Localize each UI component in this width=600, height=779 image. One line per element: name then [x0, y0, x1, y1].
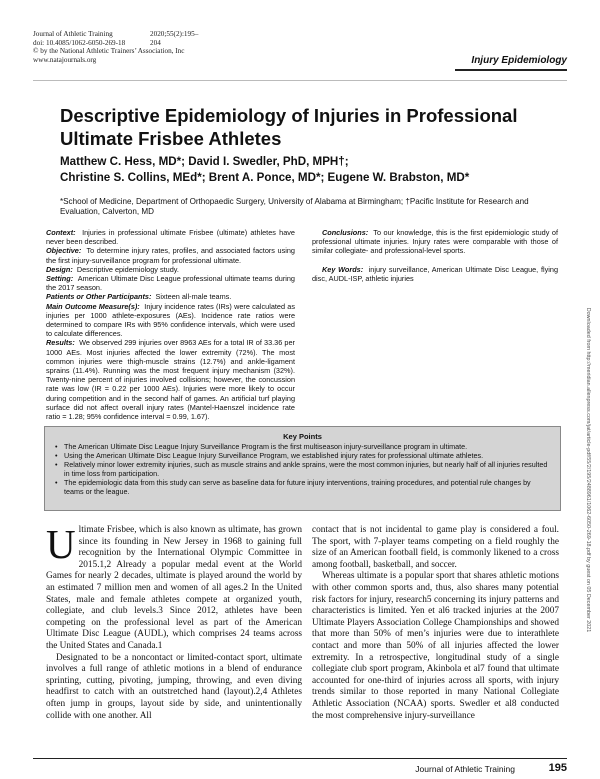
abstract-conclusions: Conclusions: To our knowledge, this is the first epidemiologic study of professional ultimate injuries. Injury rates were comparable with those of similar collegiate- and professional-level sports.	[312, 228, 558, 256]
body-paragraph: Designated to be a noncontact or limited-contact sport, ultimate involves a full range of athletic motions in a blend of endurance sprinting, cutting, pivoting, jumping, throwing, and even diving headfirst to catch with an outstretched hand (layout).2,4 Athletes often jump in groups, layout side by side, and unintentionally collide with one another. All	[46, 652, 302, 721]
bullet-icon: •	[55, 450, 58, 460]
abstract-results: Results: We observed 299 injuries over 8963 AEs for a total IR of 33.36 per 1000 AEs. Most injuries affected the lower extremity (72%). The most common injuries were thigh-muscle strains (12.7%) and ankle-ligament sprains (11.4%). Running was the most frequent injury mechanism (32%). Twenty-nine percent of injuries involved collisions; however, the concussion rate was low (IR = 0.22 per 1000 AEs). Injuries were more likely to occur during competition and in the second half of games. An artificial turf playing surface did not affect overall injury rates (Mantel-Haenszel incidence rate ratio = 1.28; 95% confidence interval = 0.99, 1.67).	[46, 338, 295, 422]
abstract-objective: Objective: To determine injury rates, profiles, and associated factors using the first injury-surveillance program for professional ultimate.	[46, 246, 295, 265]
affiliations: *School of Medicine, Department of Orthopaedic Surgery, University of Alabama at Birmingham; †Pacific Institute for Research and Evaluation, Calverton, MD	[60, 197, 529, 217]
abstract-context: Context: Injuries in professional ultimate Frisbee (ultimate) athletes have never been described.	[46, 228, 295, 247]
key-points-list	[55, 443, 549, 496]
bullet-icon: •	[55, 459, 58, 469]
bullet-icon: •	[55, 477, 58, 487]
key-point-item: • Relatively minor lower extremity injuries, such as muscle strains and ankle sprains, were the most common injuries, but nearly half of all injuries resulted in time loss from participation.	[55, 459, 548, 478]
section-label: Injury Epidemiology	[447, 52, 567, 69]
journal-citation: 2020;55(2):195–204	[150, 30, 199, 47]
abstract-participants: Patients or Other Participants: Sixteen all-male teams.	[46, 292, 232, 302]
abstract-setting: Setting: American Ultimate Disc League professional ultimate teams during the 2017 season.	[46, 274, 295, 293]
journal-doi[interactable]: doi: 10.4085/1062-6050-269-18	[33, 38, 126, 47]
article-title: Descriptive Epidemiology of Injuries in Professional Ultimate Frisbee Athletes	[60, 105, 518, 149]
body-paragraph: Ultimate Frisbee, which is also known as ultimate, has grown since its founding in New Jersey in 1968 to gaining full recognition by the International Olympic Committee in 2015.1,2 Already a popular medal event at the World Games for nearly 2 decades, ultimate is played around the world by an estimated 7 million men and women of all ages.2 In the United States, male and female athletes compete at organized youth, collegiate, and club levels.3 Since 2012, athletes have been competing on the professional level as part of the American Ultimate Disc League (AUDL), which comprises 24 teams across the United States and Canada.1	[46, 521, 302, 651]
download-note-text[interactable]: Downloaded from http://meridian.allenpress.com/jat/article-pdf/55/2/195/2488961/1062-6050-269-18.pdf by guest on 05 December 2021	[585, 307, 591, 633]
key-point-item: • The epidemiologic data from this study can serve as baseline data for future injury interventions, training procedures, and potential rule changes by teams or the league.	[55, 477, 531, 496]
section-rule	[455, 69, 567, 71]
body-paragraph: contact that is not incidental to game play is considered a foul. The sport, with 7-player teams competing on a field roughly the size of an American football field, is commonly likened to a cross among football, basketball, and soccer.	[312, 525, 559, 570]
footer-journal-name: Journal of Athletic Training	[415, 764, 515, 774]
abstract-right-column	[312, 228, 558, 283]
bullet-icon: •	[55, 442, 58, 451]
authors-line-2: Christine S. Collins, MEd*; Brent A. Ponce, MD*; Eugene W. Brabston, MD*	[60, 171, 470, 184]
author-list	[60, 154, 560, 186]
key-point-item: • Using the American Ultimate Disc League Injury Surveillance Program, we established injury rates for professional ultimate athletes.	[55, 450, 484, 460]
key-points-box	[44, 426, 561, 511]
abstract-left-column	[46, 228, 295, 421]
abstract-outcome: Main Outcome Measure(s): Injury incidence rates (IRs) were calculated as injuries per 1000 athlete-exposures (AEs). Incidence rate ratios were determined to compare IRs with 95% confidence intervals, which were used to calculate differences.	[46, 301, 295, 339]
footer-divider	[33, 758, 567, 759]
page-number: 195	[548, 762, 567, 774]
journal-copyright: © by the National Athletic Trainers’ Association, Inc	[33, 47, 185, 56]
key-point-item: • The American Ultimate Disc League Injury Surveillance Program is the first multiseason injury-surveillance program in ultimate.	[55, 442, 468, 451]
key-points-title: Key Points	[283, 432, 322, 441]
header-divider	[33, 80, 567, 81]
body-right-column	[312, 525, 559, 722]
authors-line-1: Matthew C. Hess, MD*; David I. Swedler, PhD, MPH†;	[60, 155, 349, 168]
drop-cap: U	[46, 521, 76, 567]
body-paragraph: Whereas ultimate is a popular sport that shares athletic motions with other common sports and, thus, also shares many potential risk factors for injury, research5 concerning its injury patterns and characteristics is limited. Yen et al6 tracked injuries at the 2007 Ultimate Players Association College Championships and showed that more than 50% of men’s injuries were due to interathlete contact and more than 50% of all injuries affected the lower extremity. In a retrospective, longitudinal study of a single collegiate club sport program, Akinbola et al7 found that ultimate accounted for one-third of injuries across all sports, with injury trends similar to those reported in many National Collegiate Athletic Association (NCAA) sports. Swedler et al8 conducted the most comprehensive injury-surveillance	[312, 571, 559, 721]
journal-info	[33, 30, 199, 64]
journal-name: Journal of Athletic Training	[33, 30, 113, 38]
journal-website[interactable]: www.natajournals.org	[33, 55, 97, 64]
body-left-column	[46, 521, 302, 722]
abstract-design: Design: Descriptive epidemiology study.	[46, 264, 179, 274]
abstract-keywords: Key Words: injury surveillance, American Ultimate Disc League, flying disc, AUDL-ISP, athletic injuries	[312, 264, 559, 283]
